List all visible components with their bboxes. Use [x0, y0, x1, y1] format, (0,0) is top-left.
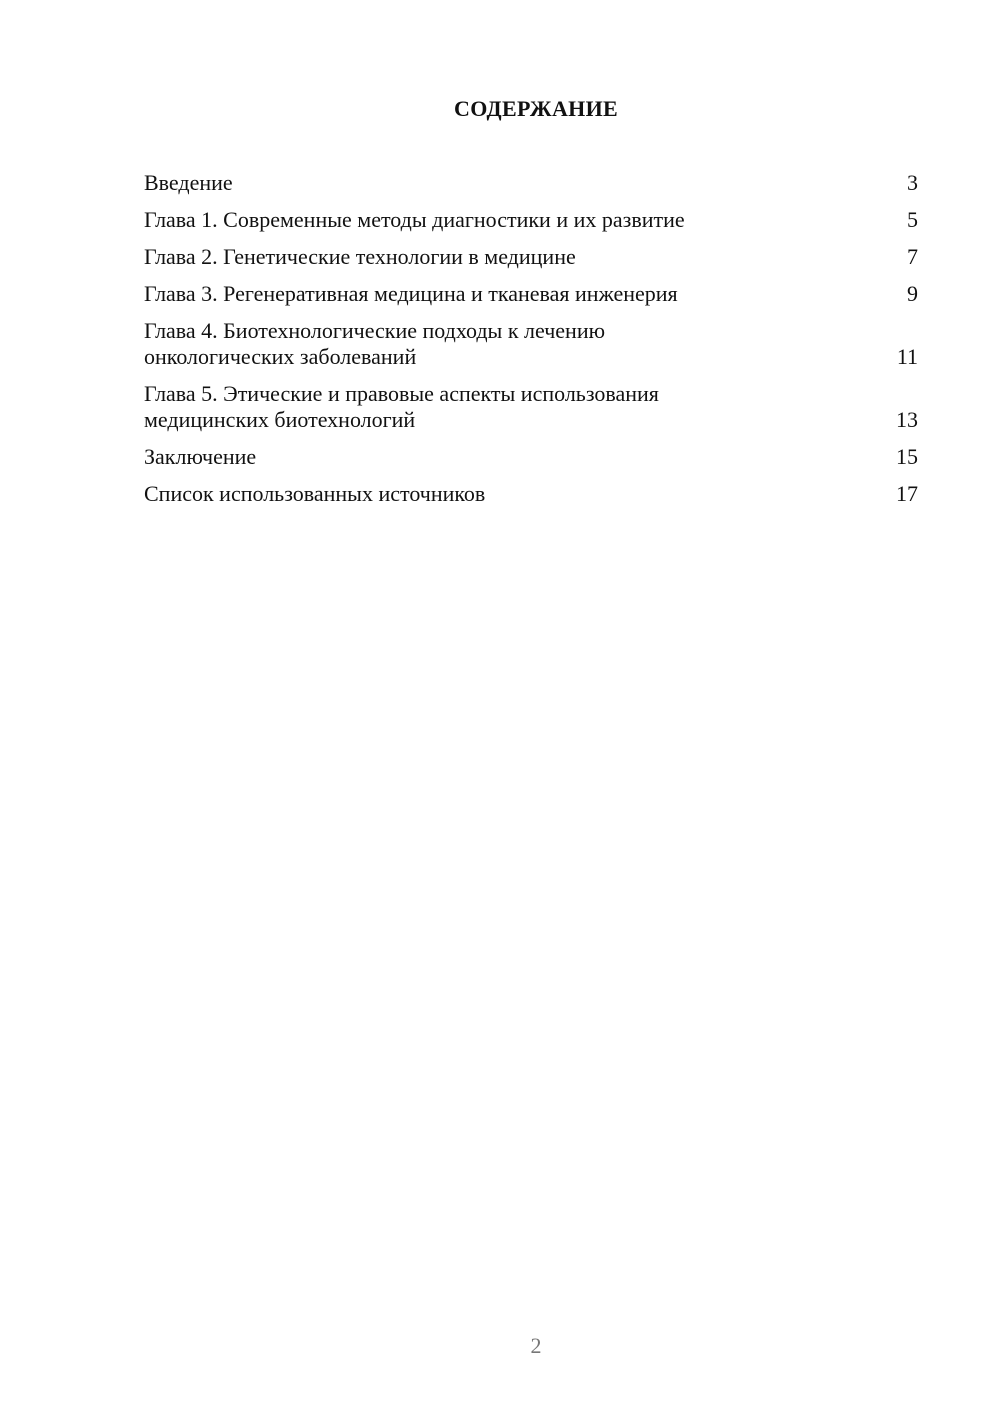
toc-entry-label	[144, 444, 888, 470]
toc-entry-label-line: Глава 4. Биотехнологические подходы к лечению	[144, 318, 606, 343]
toc-entry-label	[144, 481, 888, 507]
toc-entry-label	[144, 281, 888, 307]
table-of-contents	[144, 170, 918, 518]
toc-entry-label-line: Заключение	[144, 444, 257, 469]
toc-entry-label	[144, 170, 888, 196]
toc-entry-chapter-5[interactable]	[144, 381, 918, 433]
toc-entry-label	[144, 244, 888, 270]
toc-entry-chapter-2[interactable]	[144, 244, 918, 270]
toc-entry-label-line: Глава 2. Генетические технологии в медицине	[144, 244, 576, 269]
toc-entry-label-line: Глава 1. Современные методы диагностики и их развитие	[144, 207, 685, 232]
toc-entry-label-line: Глава 5. Этические и правовые аспекты использования	[144, 381, 659, 406]
page-number: 2	[530, 1333, 542, 1358]
toc-entry-label	[144, 318, 888, 370]
toc-entry-chapter-4[interactable]	[144, 318, 918, 370]
toc-entry-page: 3	[907, 170, 918, 195]
toc-entry-chapter-1[interactable]	[144, 207, 918, 233]
toc-entry-label-line: Глава 3. Регенеративная медицина и тканевая инженерия	[144, 281, 678, 306]
toc-entry-label-line: Список использованных источников	[144, 481, 486, 506]
toc-entry-page: 13	[896, 407, 918, 432]
toc-entry-label	[144, 381, 888, 433]
toc-entry-references[interactable]	[144, 481, 918, 507]
toc-entry-page: 5	[907, 207, 918, 232]
toc-entry-introduction[interactable]	[144, 170, 918, 196]
toc-entry-conclusion[interactable]	[144, 444, 918, 470]
toc-entry-page: 9	[907, 281, 918, 306]
toc-entry-label-line: онкологических заболеваний	[144, 344, 417, 369]
toc-entry-page: 17	[896, 481, 918, 506]
page-title: СОДЕРЖАНИЕ	[454, 96, 618, 121]
toc-entry-label-line: медицинских биотехнологий	[144, 407, 416, 432]
toc-entry-label-line: Введение	[144, 170, 233, 195]
toc-entry-page: 7	[907, 244, 918, 269]
toc-entry-page: 11	[896, 344, 918, 369]
toc-entry-chapter-3[interactable]	[144, 281, 918, 307]
toc-entry-label	[144, 207, 888, 233]
toc-entry-page: 15	[896, 444, 918, 469]
